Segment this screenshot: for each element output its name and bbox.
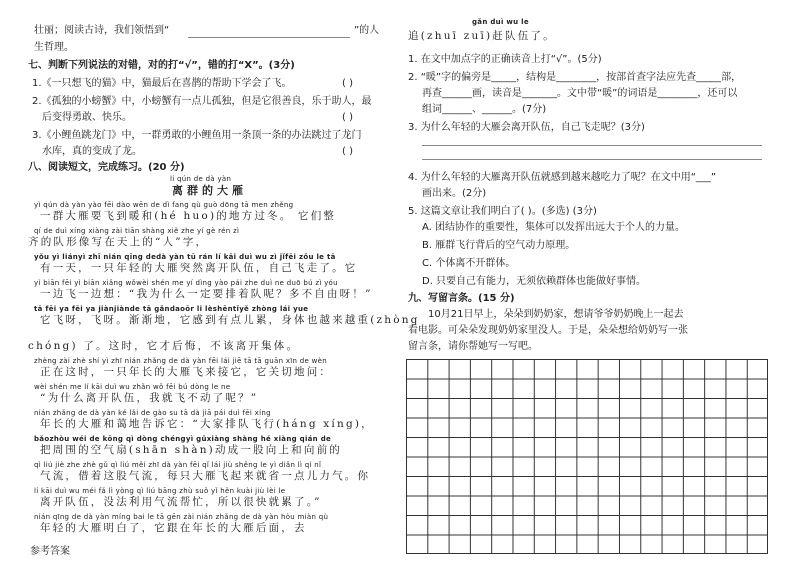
- chase-line: 追(zhuī zuī)赶队伍了。: [408, 30, 556, 42]
- question-2-cont[interactable]: 再查______画，读音是_______。文中带“暖”的词语是________，还可以: [422, 88, 738, 99]
- intro-line-2: 生哲理。: [34, 42, 74, 53]
- intro-line-1-end: ”的人: [354, 25, 380, 36]
- intro-blank: [188, 37, 350, 38]
- story-text-line: 齐的队形像写在天上的“人”字，: [28, 236, 209, 248]
- story-pinyin-line: qí de duì xíng xiàng zài tiān shàng xiě zhe yí gè rén zì: [34, 227, 240, 235]
- story-pinyin-line: yǒu yì liányì zhī nián qīng dedà yàn tū rán lí kāi duì wu zì jǐfēi zǒu le tā: [34, 253, 336, 261]
- story-text-line: “为什么离开队伍，我就飞不动了呢？”: [40, 392, 259, 404]
- chase-pinyin: gǎn duì wu le: [472, 18, 529, 26]
- story-pinyin-line: tā fēi ya fēi ya jiànjiànde tā gǎndaoōr li lèshēntǐyě zhòng lái yue: [34, 305, 309, 313]
- story-pinyin-line: yì biān fēi yì biān xiǎng wǒwèi shén me yí dìng yào pái zhe duì ne duō bú zì yóu: [34, 279, 338, 287]
- section-9-title: 九、写留言条。(15 分): [408, 293, 515, 304]
- story-text-line: 把周围的空气扇(shān shàn)动成一股向上和向前的: [40, 444, 342, 456]
- section-8-title: 八、阅读短文，完成练习。(20 分): [28, 162, 185, 173]
- section-9-prompt-1: 10月21日早上，朵朵到奶奶家，想请爷爷奶奶晚上一起去: [428, 309, 684, 320]
- story-text-line: 有一天，一只年轻的大雁突然离开队伍，自己飞走了。它: [40, 262, 358, 274]
- section-7-q3: 3.《小鲤鱼跳龙门》中，一群勇敢的小鲤鱼用一条顶一条的办法跳过了龙门: [32, 130, 362, 141]
- question-3-answer-line-1[interactable]: [422, 145, 762, 146]
- option-b[interactable]: B. 雁群飞行背后的空气动力原理。: [422, 240, 576, 251]
- story-pinyin-line: lí kāi duì wu méi fǎ lì yòng qì liú bāng zhù suǒ yǐ hěn kuài jiù lèi le: [34, 487, 286, 495]
- question-2[interactable]: 2. “暖”字的偏旁是_____，结构是________，按部首查字法应先查_____部，: [408, 72, 742, 83]
- question-5: 5. 这篇文章让我们明白了( )。(多选) (3分): [408, 206, 597, 217]
- section-9-prompt-2: 看电影。可朵朵发现奶奶家里没人。于是，朵朵想给奶奶写一张: [408, 325, 688, 336]
- story-text-line: 离开队伍，没法利用气流帮忙，所以很快就累了。”: [40, 496, 322, 508]
- question-3: 3. 为什么年轻的大雁会离开队伍，自己飞走呢？(3分): [408, 122, 645, 133]
- section-7-q3-cont: 水库，真的变成了龙。: [42, 146, 142, 157]
- section-7-q2-cont: 后变得勇敢、快乐。: [42, 112, 132, 123]
- story-text-line: 气流，借着这股气流，每只大雁飞起来就省一点儿力气。你: [40, 470, 371, 482]
- section-7-q2-answer[interactable]: ( ): [342, 112, 353, 123]
- story-text-line: 一边飞一边想：“我为什么一定要排着队呢？多不自由呀！”: [40, 288, 373, 300]
- story-text-line: chóng) 了。这时，它才后悔，不该离开集体。: [28, 340, 300, 352]
- story-title: 离群的大雁: [172, 184, 247, 197]
- story-pinyin-line: qì liú jiè zhe zhè gǔ qì liú měi zhī dà yàn fēi qǐ lái jiù shěng le yì diǎn lì qi nǐ: [34, 461, 322, 469]
- option-d[interactable]: D. 只要自己有能力，无须依赖群体也能做好事情。: [422, 276, 647, 287]
- section-7-title: 七、判断下列说法的对错，对的打“√”，错的打“X”。(3分): [28, 60, 295, 71]
- question-4: 4. 为什么年轻的大雁离开队伍就感到越来越吃力了呢？在文中用“___”: [408, 172, 717, 183]
- section-9-prompt-3: 留言条，请你帮她写一写吧。: [408, 341, 538, 352]
- story-text-line: 年长的大雁和蔼地告诉它：“大家排队飞行(háng xíng)，: [40, 418, 374, 430]
- story-pinyin-line: wèi shén me lí kāi duì wu zhǎn wǒ fēi bú dòng le ne: [34, 383, 231, 391]
- option-a[interactable]: A. 团结协作的重要性，集体可以发挥出远大于个人的力量。: [422, 222, 686, 233]
- question-4-cont: 画出来。(2分): [422, 188, 487, 199]
- question-3-answer-line-2[interactable]: [422, 159, 762, 160]
- intro-text: 壮丽；阅读古诗，我们领悟到“: [34, 25, 170, 36]
- story-title-pinyin: lí qún de dà yàn: [170, 175, 232, 183]
- writing-grid[interactable]: [406, 359, 768, 554]
- story-text-line: 正在这时，一只年长的大雁飞来接它，它关切地问：: [40, 366, 333, 378]
- story-text-line: 它飞呀，飞呀。渐渐地，它感到有点儿累，身体也越来越重(zhòng: [40, 314, 420, 326]
- story-pinyin-line: zhèng zài zhè shí yì zhī nián zhǎng de dà yàn fēi lái jiē tā tā guān xīn de wèn: [34, 357, 328, 365]
- section-7-q3-answer[interactable]: ( ): [342, 146, 353, 157]
- story-pinyin-line: yì qún dà yàn yào fēi dào wēn de dì fang qù guò dōng tā men zhěng: [34, 201, 294, 209]
- story-pinyin-line: nián zhǎng de dà yàn ké lǎi de gào su tā dà jiā pái duì fēi xíng: [34, 409, 271, 417]
- story-text-line: 一群大雁要飞到暖和(hé huo)的地方过冬。 它们整: [40, 210, 337, 222]
- answer-key-label: 参考答案: [30, 546, 70, 557]
- section-7-q2: 2.《孤独的小螃蟹》中，小螃蟹有一点儿孤独，但是它很善良，乐于助人，最: [32, 96, 372, 107]
- option-c[interactable]: C. 个体离不开群体。: [422, 258, 516, 269]
- story-pinyin-line: nián qīng de dà yàn míng bai le tā gēn zài nián zhǎng de dà yàn hòu miàn qù: [34, 513, 329, 521]
- story-text-line: 年轻的大雁明白了，它跟在年长的大雁后面，去: [40, 522, 307, 534]
- intro-line-1: [34, 25, 169, 37]
- section-7-q1: 1.《一只想飞的猫》中，猫最后在喜鹊的帮助下学会了飞。: [32, 78, 292, 89]
- question-2-end[interactable]: 组词______、______。(7分): [422, 104, 547, 115]
- section-7-q1-answer[interactable]: ( ): [342, 78, 353, 89]
- question-1: 1. 在文中加点字的正确读音上打“√”。(5分): [408, 54, 602, 65]
- story-pinyin-line: bǎozhòu wéi de kōng qì dòng chéngyì gǔxiàng shàng hé xiàng qián de: [34, 435, 332, 443]
